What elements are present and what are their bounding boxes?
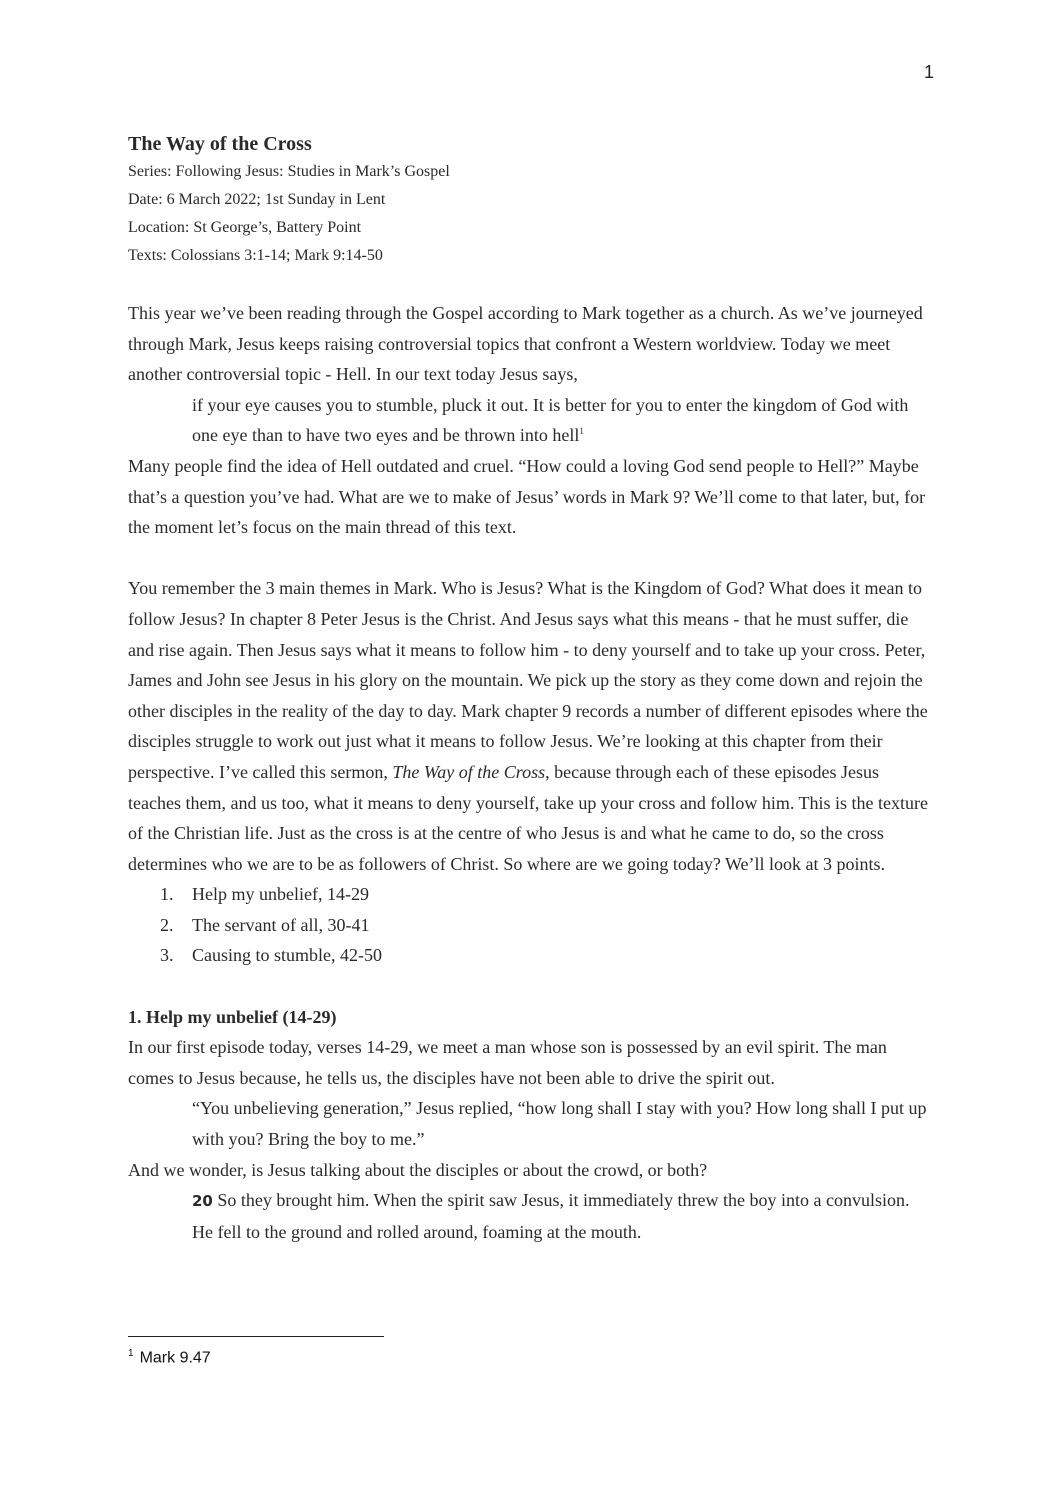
intro-paragraph: This year we’ve been reading through the Gospel according to Mark together as a church. As we’ve journeyed through Mark, Jesus keeps raising controversial topics that confront a Western worldview. Today we meet another controversial topic - Hell. In our text today Jesus says, — [128, 303, 923, 385]
list-item — [128, 910, 928, 941]
footnote — [128, 1348, 211, 1367]
page-number: 1 — [923, 62, 934, 82]
point-text: Help my unbelief, 14-29 — [192, 884, 369, 905]
themes-paragraph — [128, 573, 928, 879]
sermon-title: The Way of the Cross — [128, 133, 312, 155]
themes-text-1: You remember the 3 main themes in Mark. Who is Jesus? What is the Kingdom of God? What does it mean to follow Jesus? In chapter 8 Peter Jesus is the Christ. And Jesus says what this means - that he must suffer, die and rise again. Then Jesus says what it means to follow him - to deny yourself and to take up your cross. Peter, James and John see Jesus in his glory on the mountain. We pick up the story as they come down and rejoin the other disciples in the reality of the day to day. Mark chapter 9 records a number of different episodes where the disciples struggle to work out just what it means to follow Jesus. We’re looking at this chapter from their perspective. I’ve called this sermon, — [128, 578, 928, 782]
series-line: Series: Following Jesus: Studies in Mark’s Gospel — [128, 163, 450, 180]
list-item — [128, 940, 928, 971]
intro-quote-text: if your eye causes you to stumble, pluck it out. It is better for you to enter the kingdom of God with one eye than to have two eyes and be thrown into hell — [192, 394, 909, 446]
texts-line: Texts: Colossians 3:1-14; Mark 9:14-50 — [128, 247, 383, 264]
footnote-divider — [128, 1336, 384, 1337]
point-text: The servant of all, 30-41 — [192, 914, 370, 935]
themes-text-2: , because through each of these episodes Jesus teaches them, and us too, what it means to deny yourself, take up your cross and follow him. This is the texture of the Christian life. Just as the cross is at the centre of who Jesus is and what he came to do, so the cross determines who we are to be as followers of Christ. So where are we going today? We’ll look at 3 points. — [128, 761, 928, 874]
point-number: 1. — [160, 884, 174, 905]
sermon-header — [128, 130, 928, 270]
hell-paragraph: Many people find the idea of Hell outdated and cruel. “How could a loving God send people to Hell?” Maybe that’s a question you’ve had. What are we to make of Jesus’ words in Mark 9? We’ll come to that later, but, for the moment let’s focus on the main thread of this text. — [128, 455, 926, 538]
date-line: Date: 6 March 2022; 1st Sunday in Lent — [128, 191, 386, 208]
section-heading: 1. Help my unbelief (14-29) — [128, 1006, 337, 1027]
point-text: Causing to stumble, 42-50 — [192, 945, 382, 966]
verse-text: So they brought him. When the spirit saw Jesus, it immediately threw the boy into a convulsion. He fell to the ground and rolled around, foaming at the mouth. — [192, 1190, 910, 1242]
jesus-quote: “You unbelieving generation,” Jesus replied, “how long shall I stay with you? How long shall I put up with you? Bring the boy to me.” — [192, 1098, 927, 1150]
point-number: 3. — [160, 945, 174, 966]
footnote-ref[interactable]: 1 — [579, 426, 584, 437]
verse-quote — [192, 1185, 928, 1247]
document-body — [128, 130, 928, 1247]
verse-number: 20 — [192, 1192, 213, 1211]
section-paragraph: In our first episode today, verses 14-29, we meet a man whose son is possessed by an evil spirit. The man comes to Jesus because, he tells us, the disciples have not been able to drive the spirit out. — [128, 1037, 887, 1088]
list-item — [128, 879, 928, 910]
intro-quote — [192, 390, 928, 451]
footnote-text: Mark 9.47 — [139, 1349, 211, 1367]
wonder-paragraph: And we wonder, is Jesus talking about the disciples or about the crowd, or both? — [128, 1159, 708, 1180]
points-list — [128, 879, 928, 971]
footnote-mark: 1 — [128, 1348, 134, 1359]
location-line: Location: St George’s, Battery Point — [128, 219, 362, 236]
point-number: 2. — [160, 914, 174, 935]
sermon-title-italic: The Way of the Cross — [392, 761, 546, 782]
